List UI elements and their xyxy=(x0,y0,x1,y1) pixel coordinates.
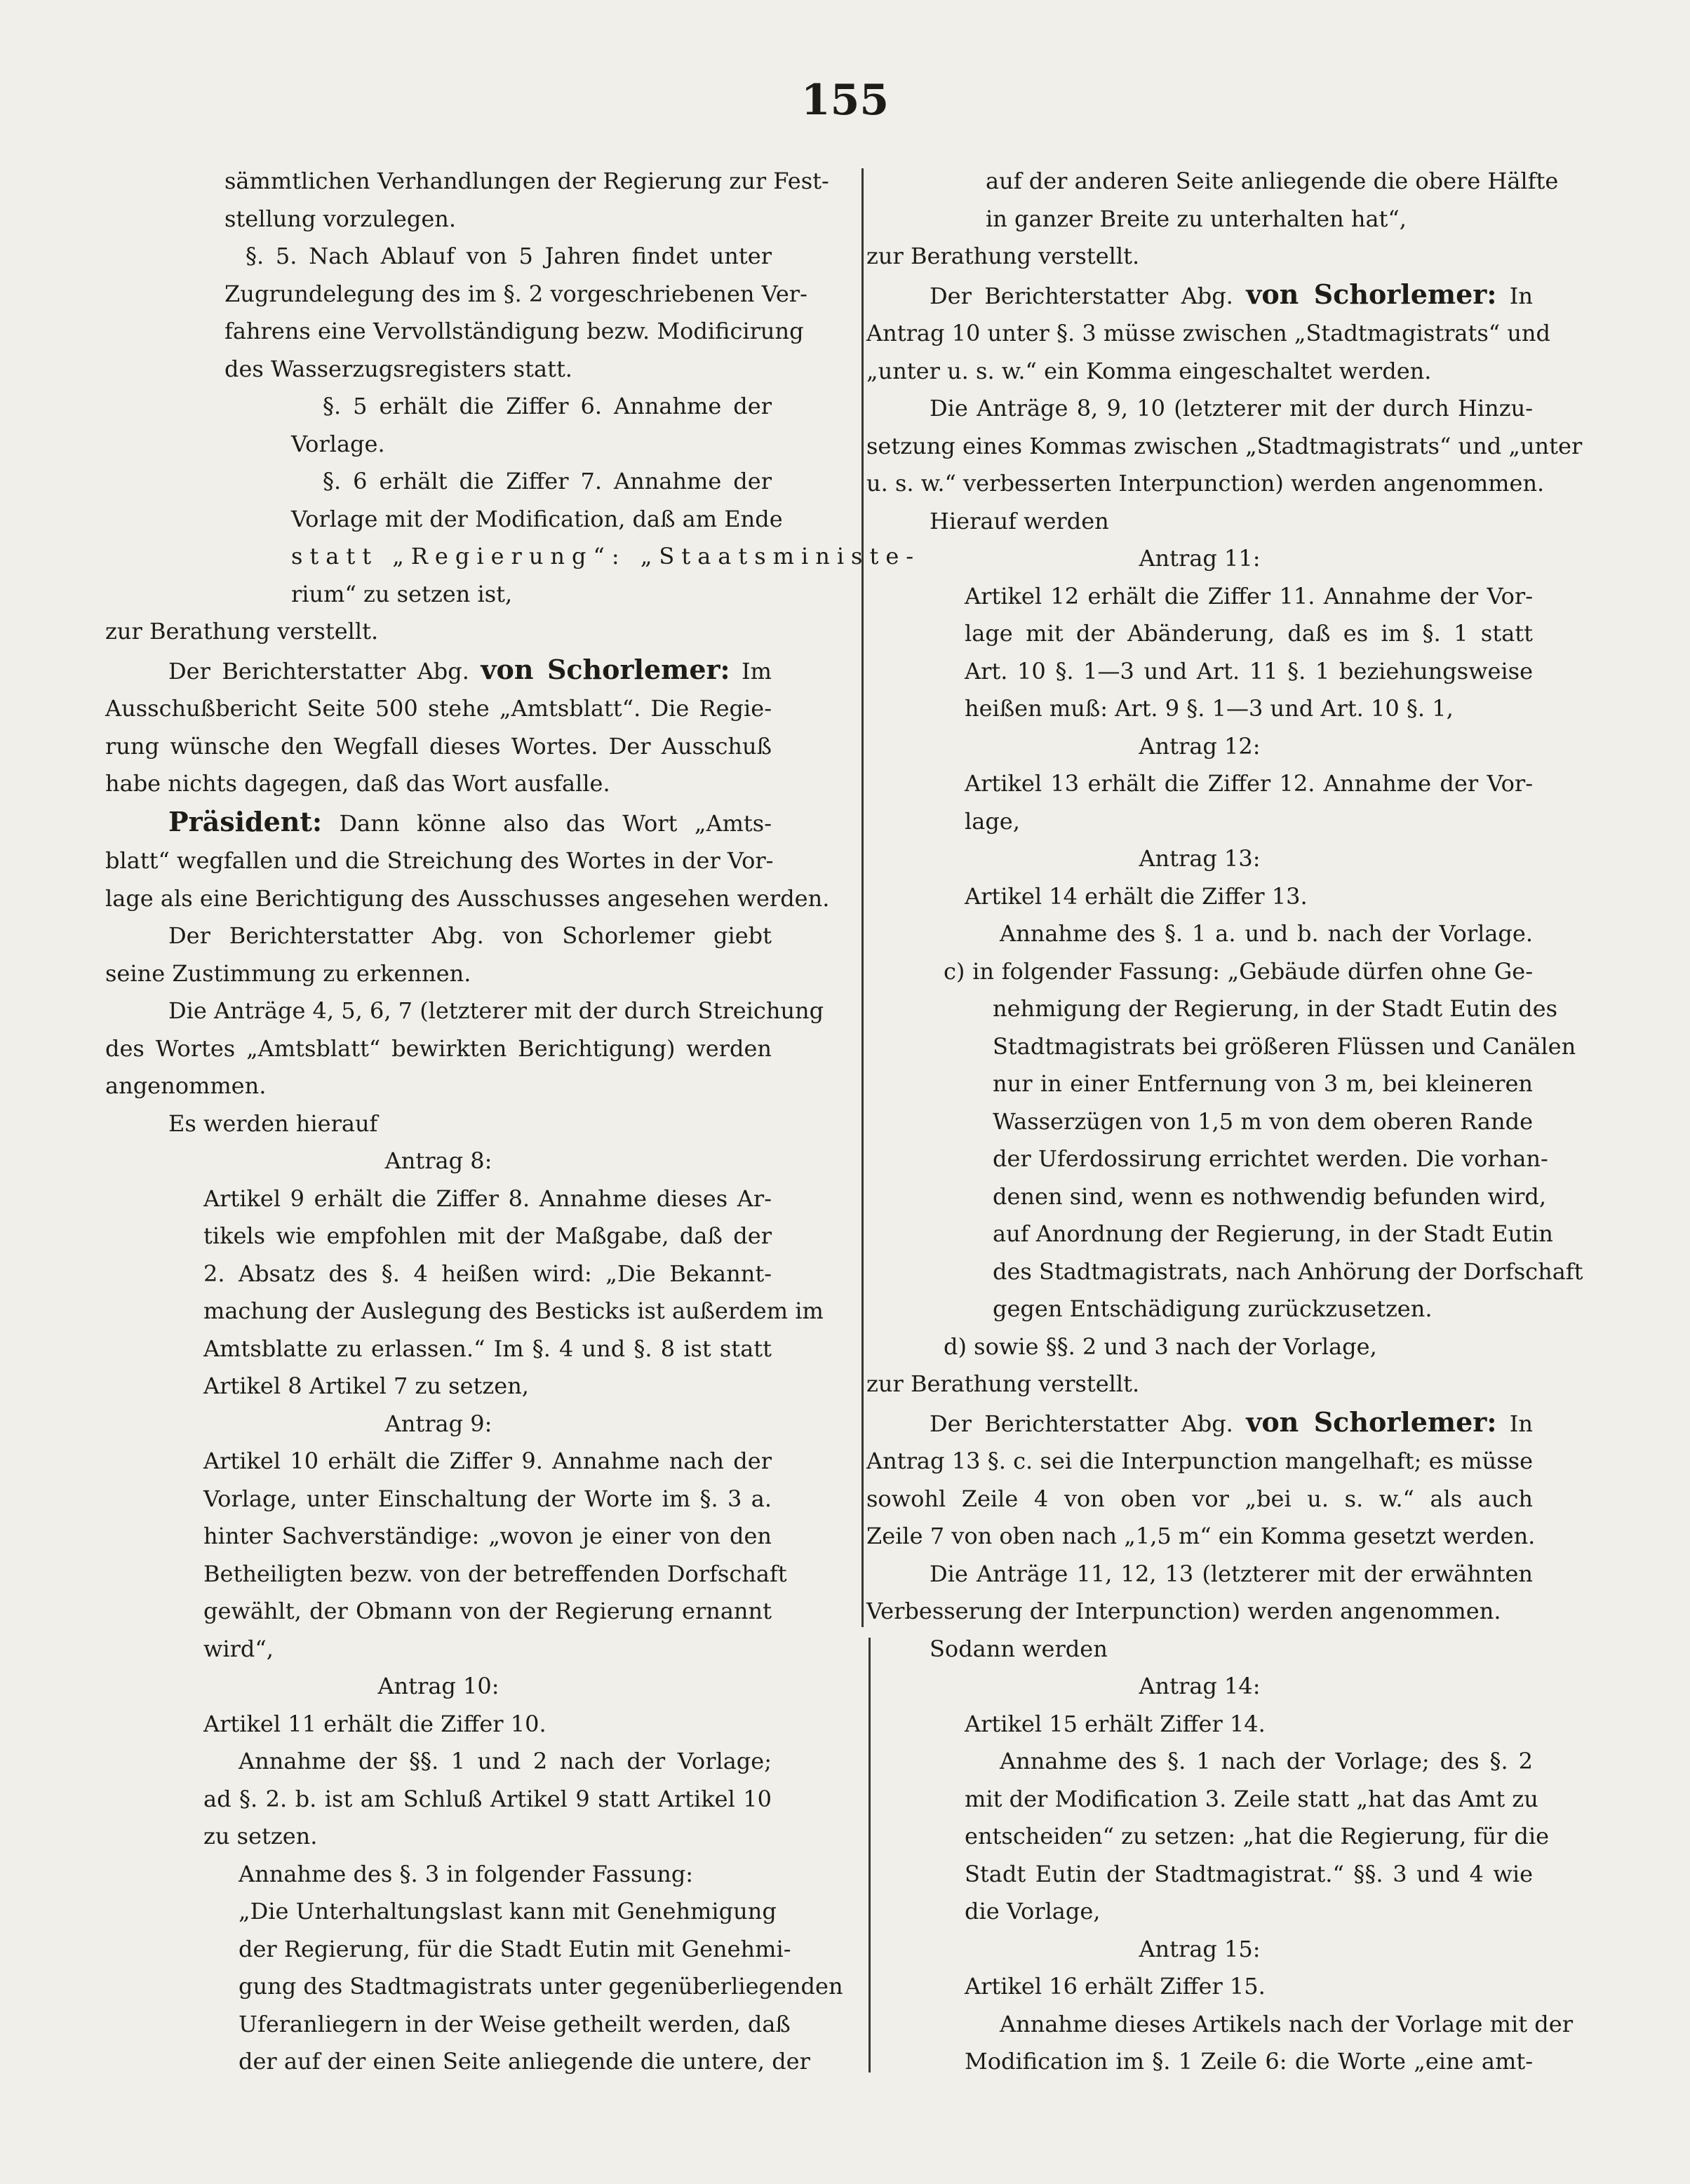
text-line: Modification im §. 1 Zeile 6: die Worte „eine amt- xyxy=(965,2048,1533,2075)
motion-heading: Antrag 11: xyxy=(1139,545,1261,572)
text-line: Der Berichterstatter Abg. von Schorlemer: Im xyxy=(168,653,772,685)
page-number: 155 xyxy=(800,76,890,125)
text-line: lage als eine Berichtigung des Ausschusses angesehen werden. xyxy=(105,884,830,912)
text-line: stellung vorzulegen. xyxy=(224,205,457,232)
motion-heading: Antrag 8: xyxy=(384,1147,492,1174)
text-line: Der Berichterstatter Abg. von Schorlemer giebt xyxy=(168,922,772,949)
text-line: Die Anträge 8, 9, 10 (letzterer mit der durch Hinzu- xyxy=(930,395,1533,422)
text-line: ad §. 2. b. ist am Schluß Artikel 9 statt Artikel 10 xyxy=(203,1785,772,1812)
text-line: Artikel 13 erhält die Ziffer 12. Annahme der Vor- xyxy=(965,770,1533,797)
text-line: setzung eines Kommas zwischen „Stadtmagistrats“ und „unter xyxy=(866,432,1583,459)
text-line: lage mit der Abänderung, daß es im §. 1 statt xyxy=(965,620,1533,647)
text-line: nehmigung der Regierung, in der Stadt Eutin des xyxy=(993,995,1557,1022)
text-line: Amtsblatte zu erlassen.“ Im §. 4 und §. 8 ist statt xyxy=(203,1335,772,1362)
text-line: Art. 10 §. 1—3 und Art. 11 §. 1 beziehungsweise xyxy=(965,657,1533,685)
text-line: habe nichts dagegen, daß das Wort ausfalle. xyxy=(105,770,610,797)
text-line: wird“, xyxy=(203,1635,274,1662)
text-line: lage, xyxy=(965,807,1020,835)
text-line: der auf der einen Seite anliegende die untere, der xyxy=(239,2048,810,2075)
text-line: rium“ zu setzen ist, xyxy=(291,580,513,607)
text-line: Es werden hierauf xyxy=(168,1110,378,1137)
text-line: Artikel 10 erhält die Ziffer 9. Annahme nach der xyxy=(203,1448,772,1474)
text-line: Der Berichterstatter Abg. von Schorlemer: In xyxy=(930,1406,1533,1438)
text-line: gung des Stadtmagistrats unter gegenüberliegenden xyxy=(239,1973,843,2000)
text-line: Ausschußbericht Seite 500 stehe „Amtsblatt“. Die Regie- xyxy=(105,695,772,722)
speaker-name: von Schorlemer: xyxy=(1246,278,1497,310)
text-line: fahrens eine Vervollständigung bezw. Modificirung xyxy=(224,318,804,344)
text-line: sowohl Zeile 4 von oben vor „bei u. s. w.“ als auch xyxy=(866,1485,1533,1512)
motion-heading: Antrag 10: xyxy=(377,1673,499,1699)
text-line: „unter u. s. w.“ ein Komma eingeschaltet werden. xyxy=(866,357,1432,384)
text-line: Artikel 11 erhält die Ziffer 10. xyxy=(203,1710,546,1737)
text-line: Sodann werden xyxy=(930,1635,1108,1662)
text-line: der Uferdossirung errichtet werden. Die vorhan- xyxy=(993,1145,1548,1172)
right-column xyxy=(866,163,1583,2081)
motion-heading: Antrag 9: xyxy=(384,1410,492,1437)
text-line: die Vorlage, xyxy=(965,1898,1101,1925)
text-line: „Die Unterhaltungslast kann mit Genehmigung xyxy=(239,1898,777,1925)
text-line: tikels wie empfohlen mit der Maßgabe, daß der xyxy=(203,1222,772,1249)
text-line: zur Berathung verstellt. xyxy=(105,618,379,645)
speaker-name: von Schorlemer: xyxy=(1246,1406,1497,1438)
text-line: der Regierung, für die Stadt Eutin mit Genehmi- xyxy=(239,1935,791,1962)
motion-heading: Antrag 15: xyxy=(1139,1935,1261,1962)
text-line: Annahme dieses Artikels nach der Vorlage mit der xyxy=(1000,2010,1573,2037)
text-line: gewählt, der Obmann von der Regierung ernannt xyxy=(203,1598,772,1624)
text-line: Stadtmagistrats bei größeren Flüssen und Canälen xyxy=(993,1032,1576,1060)
text-line: seine Zustimmung zu erkennen. xyxy=(105,959,471,987)
text-line: §. 5. Nach Ablauf von 5 Jahren findet unter xyxy=(246,243,772,269)
text-line: angenommen. xyxy=(105,1072,267,1099)
text-line: Artikel 9 erhält die Ziffer 8. Annahme dieses Ar- xyxy=(203,1185,772,1212)
text-line: zur Berathung verstellt. xyxy=(866,1370,1140,1397)
text-line: heißen muß: Art. 9 §. 1—3 und Art. 10 §. 1, xyxy=(965,695,1454,722)
text-line: gegen Entschädigung zurückzusetzen. xyxy=(993,1295,1433,1322)
text-line: Vorlage. xyxy=(291,430,385,457)
text-line: statt „Regierung“: „Staatsministe- xyxy=(291,543,921,569)
text-line: Zugrundelegung des im §. 2 vorgeschriebenen Ver- xyxy=(224,280,807,307)
text-line: Artikel 16 erhält Ziffer 15. xyxy=(965,1973,1266,2000)
text-line: blatt“ wegfallen und die Streichung des Wortes in der Vor- xyxy=(105,847,774,874)
text-line: denen sind, wenn es nothwendig befunden wird, xyxy=(993,1182,1547,1210)
text-line: auf der anderen Seite anliegende die obere Hälfte xyxy=(986,168,1559,194)
text-line: des Stadtmagistrats, nach Anhörung der Dorfschaft xyxy=(993,1258,1583,1285)
text-line: des Wortes „Amtsblatt“ bewirkten Berichtigung) werden xyxy=(105,1034,772,1062)
text-line: §. 5 erhält die Ziffer 6. Annahme der xyxy=(323,393,772,419)
text-line: machung der Auslegung des Besticks ist außerdem im xyxy=(203,1297,824,1324)
motion-heading: Antrag 12: xyxy=(1139,732,1261,760)
text-line: Annahme des §. 1 nach der Vorlage; des §. 2 xyxy=(1000,1748,1533,1774)
motion-heading: Antrag 13: xyxy=(1139,845,1261,872)
text-line: c) in folgender Fassung: „Gebäude dürfen ohne Ge- xyxy=(944,957,1533,985)
text-line: Verbesserung der Interpunction) werden angenommen. xyxy=(866,1598,1501,1624)
text-line: Artikel 12 erhält die Ziffer 11. Annahme der Vor- xyxy=(965,582,1533,609)
text-line: Betheiligten bezw. von der betreffenden Dorfschaft xyxy=(203,1560,787,1587)
text-line: entscheiden“ zu setzen: „hat die Regierung, für die xyxy=(965,1823,1550,1849)
left-column xyxy=(105,163,921,2081)
text-line: rung wünsche den Wegfall dieses Wortes. Der Ausschuß xyxy=(105,732,772,760)
text-line: des Wasserzugsregisters statt. xyxy=(224,355,572,382)
text-line: in ganzer Breite zu unterhalten hat“, xyxy=(986,205,1407,232)
text-line: Vorlage, unter Einschaltung der Worte im §. 3 a. xyxy=(203,1485,772,1512)
text-line: Artikel 8 Artikel 7 zu setzen, xyxy=(203,1373,529,1399)
text-line: 2. Absatz des §. 4 heißen wird: „Die Bekannt- xyxy=(203,1260,772,1287)
text-line: Die Anträge 11, 12, 13 (letzterer mit der erwähnten xyxy=(930,1560,1533,1587)
text-line: zur Berathung verstellt. xyxy=(866,243,1140,269)
text-line: Präsident: Dann könne also das Wort „Amts- xyxy=(168,805,772,837)
text-line: Stadt Eutin der Stadtmagistrat.“ §§. 3 und 4 wie xyxy=(965,1860,1533,1887)
text-line: Die Anträge 4, 5, 6, 7 (letzterer mit der durch Streichung xyxy=(168,997,824,1024)
text-line: sämmtlichen Verhandlungen der Regierung zur Fest- xyxy=(224,168,829,194)
text-line: hinter Sachverständige: „wovon je einer von den xyxy=(203,1523,772,1549)
text-line: Annahme der §§. 1 und 2 nach der Vorlage; xyxy=(239,1748,772,1774)
text-line: d) sowie §§. 2 und 3 nach der Vorlage, xyxy=(944,1333,1377,1360)
text-line: Hierauf werden xyxy=(930,507,1109,534)
text-line: Vorlage mit der Modification, daß am Ende xyxy=(291,505,783,532)
text-line: Artikel 14 erhält die Ziffer 13. xyxy=(965,882,1308,910)
speaker-name: Präsident: xyxy=(168,805,323,837)
text-line: Der Berichterstatter Abg. von Schorlemer: In xyxy=(930,278,1533,310)
text-line: Annahme des §. 1 a. und b. nach der Vorlage. xyxy=(1000,920,1533,947)
text-line: Wasserzügen von 1,5 m von dem oberen Rande xyxy=(993,1107,1533,1135)
text-line: zu setzen. xyxy=(203,1823,318,1849)
column-divider-top xyxy=(861,168,864,1627)
text-line: Zeile 7 von oben nach „1,5 m“ ein Komma gesetzt werden. xyxy=(866,1523,1536,1549)
text-line: Annahme des §. 3 in folgender Fassung: xyxy=(239,1860,694,1887)
motion-heading: Antrag 14: xyxy=(1139,1673,1261,1699)
text-line: mit der Modification 3. Zeile statt „hat das Amt zu xyxy=(965,1785,1538,1812)
text-line: u. s. w.“ verbesserten Interpunction) werden angenommen. xyxy=(866,470,1545,497)
text-line: Uferanliegern in der Weise getheilt werden, daß xyxy=(239,2010,791,2037)
speaker-name: von Schorlemer: xyxy=(481,653,730,685)
text-line: §. 6 erhält die Ziffer 7. Annahme der xyxy=(323,468,772,494)
text-line: nur in einer Entfernung von 3 m, bei kleineren xyxy=(993,1070,1533,1097)
text-line: auf Anordnung der Regierung, in der Stadt Eutin xyxy=(993,1220,1553,1247)
text-line: Antrag 10 unter §. 3 müsse zwischen „Stadtmagistrats“ und xyxy=(866,320,1551,346)
text-line: Artikel 15 erhält Ziffer 14. xyxy=(965,1710,1266,1737)
text-line: Antrag 13 §. c. sei die Interpunction mangelhaft; es müsse xyxy=(866,1448,1533,1474)
